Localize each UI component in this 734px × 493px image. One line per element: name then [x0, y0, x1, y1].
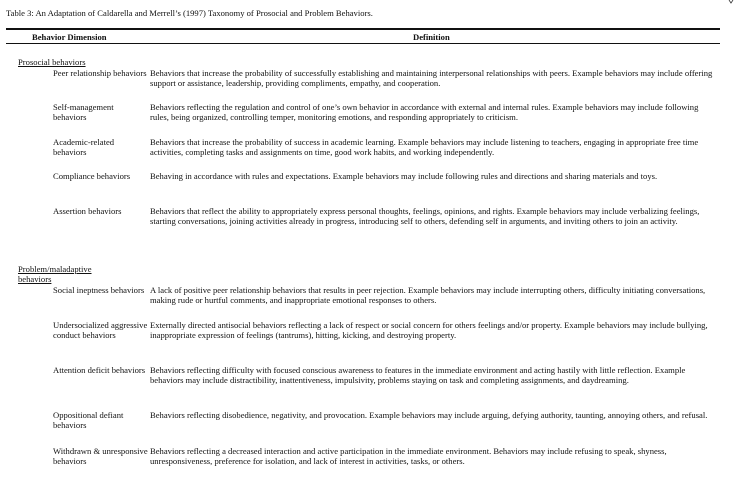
section-title-problem: Problem/maladaptive behaviors	[18, 264, 92, 284]
behavior-term: Assertion behaviors	[53, 206, 122, 216]
behavior-definition: A lack of positive peer relationship behaviors that results in peer rejection. Example behaviors may include interrupting others, difficulty initiating conversations, making rude or hurtful comments, and inappropriate emotional responses to others.	[150, 285, 706, 305]
behavior-definition: Behaviors that increase the probability of success in academic learning. Example behaviors may include listening to teachers, engaging in appropriate free time activities, completing tasks and assignments on time, good work habits, and working independently.	[150, 137, 699, 157]
page-corner-mark	[728, 0, 734, 4]
behavior-term: Social ineptness behaviors	[53, 285, 145, 295]
header-rule	[6, 43, 720, 44]
table-top-rule	[6, 28, 720, 30]
behavior-definition: Externally directed antisocial behaviors reflecting a lack of respect or social concern for others feelings and/or property. Example behaviors may include bullying, inappropriate expression of feelings (tantrums), hitting, kicking, and destroying property.	[150, 320, 708, 340]
behavior-term: Oppositional defiant behaviors	[53, 410, 124, 430]
behavior-term: Compliance behaviors	[53, 171, 131, 181]
behavior-definition: Behaviors reflecting a decreased interaction and active participation in the immediate environment. Behaviors may include refusing to speak, shyness, unresponsiveness, preference for isolation, and lack of interest in activities, tasks, or others.	[150, 446, 667, 466]
behavior-term: Undersocialized aggressive conduct behaviors	[53, 320, 148, 340]
behavior-term: Academic-related behaviors	[53, 137, 115, 157]
section-title-prosocial: Prosocial behaviors	[18, 57, 86, 67]
behavior-definition: Behaviors that increase the probability of successfully establishing and maintaining interpersonal relationships with peers. Example behaviors may include offering support or assistance, leadership, providing compliments, empathy, and cooperation.	[150, 68, 713, 88]
behavior-definition: Behaviors reflecting disobedience, negativity, and provocation. Example behaviors may include arguing, defying authority, taunting, annoying others, and refusal.	[150, 410, 708, 420]
behavior-term: Attention deficit behaviors	[53, 365, 146, 375]
behavior-definition: Behaving in accordance with rules and expectations. Example behaviors may include following rules and directions and sharing materials and toys.	[150, 171, 658, 181]
behavior-term: Self-management behaviors	[53, 102, 114, 122]
behavior-definition: Behaviors that reflect the ability to appropriately express personal thoughts, feelings, opinions, and rights. Example behaviors may include verbalizing feelings, starting conversations, joining activities already in progress, introducing self to others, defending self in arguments, and inviting others to join an activity.	[150, 206, 700, 226]
behavior-definition: Behaviors reflecting the regulation and control of one’s own behavior in accordance with external and internal rules. Example behaviors may include following rules, being organized, controlling temper, monitoring emotions, and responding appropriately to criticism.	[150, 102, 699, 122]
header-definition: Definition	[413, 32, 450, 42]
header-behavior-dimension: Behavior Dimension	[32, 32, 107, 42]
behavior-definition: Behaviors reflecting difficulty with focused conscious awareness to features in the immediate environment and acting hastily with little reflection. Example behaviors may include distractibility, inattentiveness, impulsivity, problems staying on task and completing assignments, and daydreaming.	[150, 365, 686, 385]
behavior-term: Withdrawn & unresponsive behaviors	[53, 446, 148, 466]
table-caption: Table 3: An Adaptation of Caldarella and Merrell’s (1997) Taxonomy of Prosocial and Problem Behaviors.	[6, 8, 373, 18]
behavior-term: Peer relationship behaviors	[53, 68, 147, 78]
